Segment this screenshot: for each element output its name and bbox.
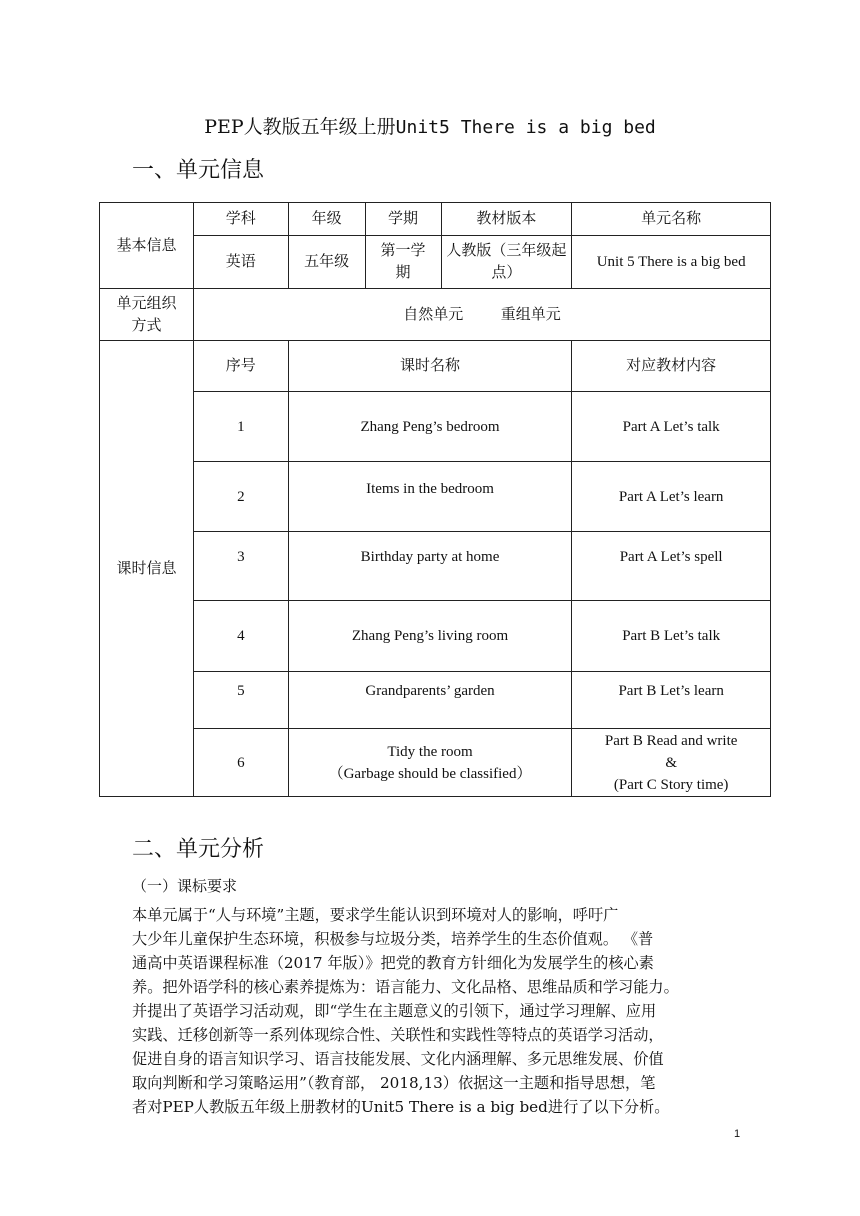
table-row	[100, 532, 771, 601]
document-title	[0, 112, 860, 139]
lesson-content-line1: Part B Read and write	[604, 732, 738, 749]
unit-info-table	[99, 202, 771, 797]
page-number: 1	[734, 1128, 741, 1140]
table-row	[100, 729, 771, 797]
lesson-no: 3	[193, 532, 288, 601]
lesson-content: Part A Let’s learn	[572, 462, 771, 532]
lesson-name	[288, 729, 572, 797]
lesson-content: Part A Let’s spell	[572, 532, 771, 601]
lesson-name: Items in the bedroom	[288, 462, 572, 532]
lesson-content-line3: (Part C Story time)	[613, 776, 729, 793]
org-method-label: 单元组织方式	[100, 289, 194, 341]
lesson-no: 4	[193, 601, 288, 672]
lesson-content: Part A Let’s talk	[572, 392, 771, 462]
paragraph-line: 并提出了英语学习活动观，即“学生在主题意义的引领下，通过学习理解、应用	[132, 1002, 657, 1020]
lesson-no: 1	[193, 392, 288, 462]
paragraph-line: 取向判断和学习策略运用”（教育部， 2018,13）依据这一主题和指导思想，笔	[132, 1074, 656, 1092]
lesson-no: 6	[193, 729, 288, 797]
paragraph-line: 促进自身的语言知识学习、语言技能发展、文化内涵理解、多元思维发展、价值	[132, 1050, 664, 1068]
lesson-name: Zhang Peng’s bedroom	[288, 392, 572, 462]
value-unit-name: Unit 5 There is a big bed	[572, 236, 771, 289]
table-row	[100, 289, 771, 341]
lesson-header-no: 序号	[193, 341, 288, 392]
table-row	[100, 392, 771, 462]
value-subject: 英语	[193, 236, 288, 289]
lesson-header-name: 课时名称	[288, 341, 572, 392]
lesson-header-content: 对应教材内容	[572, 341, 771, 392]
lesson-name-line2: （Garbage should be classified）	[328, 765, 532, 782]
lesson-content-line2: &	[665, 754, 677, 771]
title-prefix: PEP人教版五年级上册	[204, 116, 396, 138]
lesson-content: Part B Let’s learn	[572, 672, 771, 729]
title-suffix: Unit5 There is a big bed	[395, 117, 656, 138]
table-row	[100, 672, 771, 729]
lesson-name: Grandparents’ garden	[288, 672, 572, 729]
lesson-name: Birthday party at home	[288, 532, 572, 601]
paragraph-line: 通高中英语课程标准（2017 年版）》把党的教育方针细化为发展学生的核心素	[132, 954, 654, 972]
lesson-content	[572, 729, 771, 797]
value-grade: 五年级	[288, 236, 365, 289]
table-row	[100, 236, 771, 289]
header-subject: 学科	[193, 203, 288, 236]
paragraph-line: 者对PEP人教版五年级上册教材的Unit5 There is a big bed进行了以下分析。	[132, 1098, 670, 1116]
section-heading-unit-analysis: 二、单元分析	[132, 837, 265, 862]
table-row	[100, 203, 771, 236]
table-row	[100, 341, 771, 392]
basic-info-label: 基本信息	[100, 203, 194, 289]
analysis-paragraph	[132, 903, 744, 1119]
header-edition: 教材版本	[441, 203, 572, 236]
header-unit-name: 单元名称	[572, 203, 771, 236]
lesson-info-label: 课时信息	[100, 341, 194, 797]
header-grade: 年级	[288, 203, 365, 236]
paragraph-line: 实践、迁移创新等一系列体现综合性、关联性和实践性等特点的英语学习活动，	[132, 1026, 664, 1044]
lesson-name: Zhang Peng’s living room	[288, 601, 572, 672]
subsection-heading: （一）课标要求	[132, 877, 238, 895]
lesson-content: Part B Let’s talk	[572, 601, 771, 672]
section-heading-unit-info: 一、单元信息	[132, 158, 265, 183]
table-row	[100, 462, 771, 532]
paragraph-line: 养。把外语学科的核心素养提炼为：语言能力、文化品格、思维品质和学习能力。	[132, 978, 679, 996]
value-edition: 人教版（三年级起点）	[441, 236, 572, 289]
paragraph-line: 本单元属于“人与环境”主题，要求学生能认识到环境对人的影响，呼吁广	[132, 906, 619, 924]
header-term: 学期	[365, 203, 441, 236]
paragraph-line: 大少年儿童保护生态环境，积极参与垃圾分类，培养学生的生态价值观。 《普	[132, 930, 654, 948]
table-row	[100, 601, 771, 672]
lesson-no: 5	[193, 672, 288, 729]
value-term: 第一学期	[365, 236, 441, 289]
lesson-no: 2	[193, 462, 288, 532]
org-method-value: 自然单元 重组单元	[193, 289, 770, 341]
lesson-name-line1: Tidy the room	[387, 743, 473, 760]
